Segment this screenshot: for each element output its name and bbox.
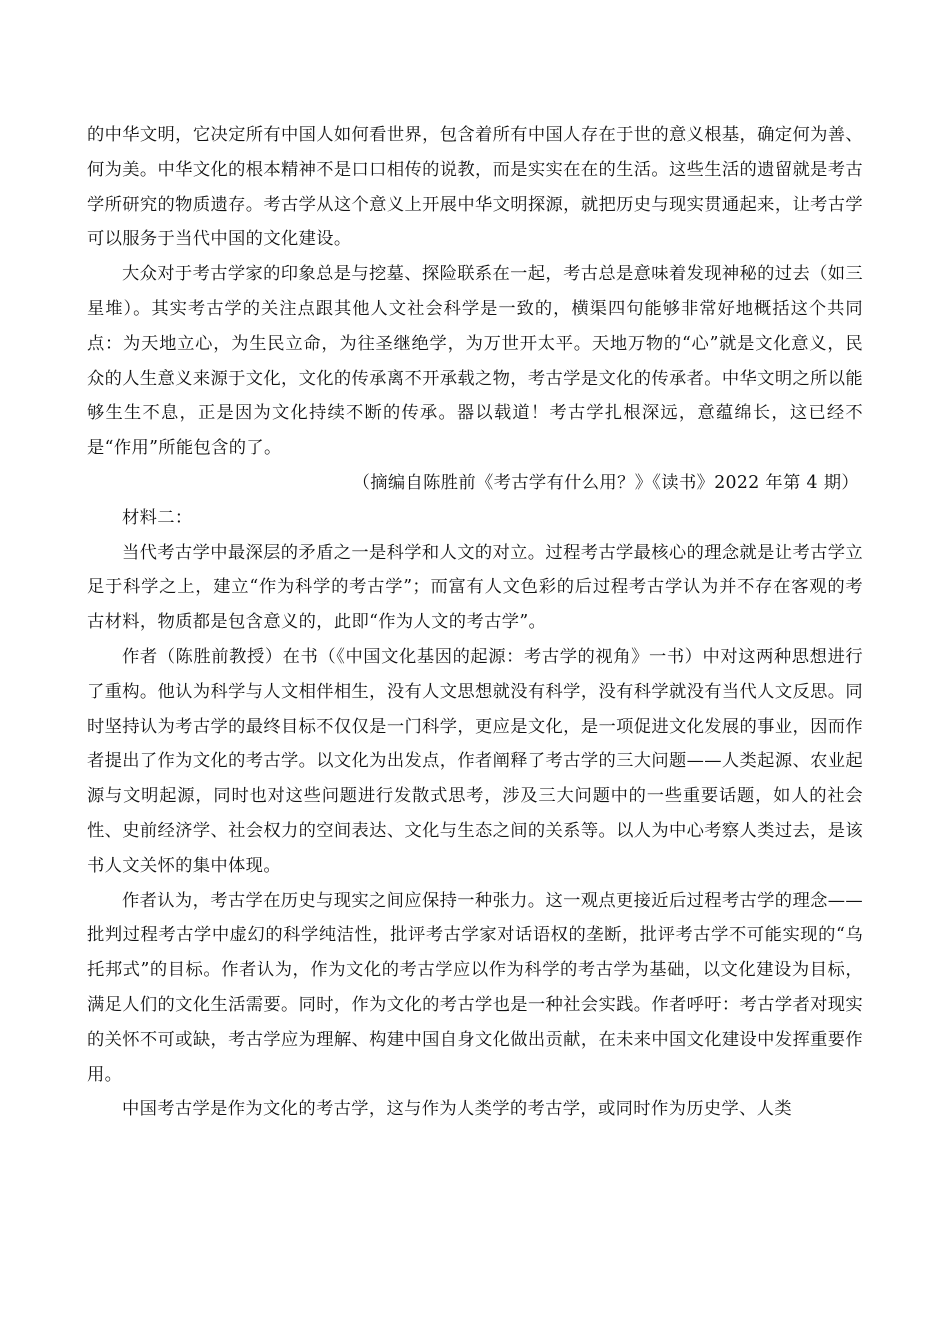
- paragraph-tension: 作者认为，考古学在历史与现实之间应保持一种张力。这一观点更接近后过程考古学的理念——批判过程考古学中虚幻的科学纯洁性，批评考古学家对话语权的垄断，批评考古学不可能实现的“乌托邦式”的目标。作者认为，作为文化的考古学应以作为科学的考古学为基础，以文化建设为目标，满足人们的文化生活需要。同时，作为文化的考古学也是一种社会实践。作者呼吁：考古学者对现实的关怀不可或缺，考古学应为理解、构建中国自身文化做出贡献，在未来中国文化建设中发挥重要作用。: [87, 890, 863, 1085]
- material-two-label: 材料二：: [122, 507, 193, 528]
- document-page: [87, 118, 863, 1127]
- paragraph-public-impression: 大众对于考古学家的印象总是与挖墓、探险联系在一起，考古总是意味着发现神秘的过去（如三星堆）。其实考古学的关注点跟其他人文社会科学是一致的，横渠四句能够非常好地概括这个共同点：为天地立心，为生民立命，为往圣继绝学，为万世开太平。天地万物的“心”就是文化意义，民众的人生意义来源于文化，文化的传承离不开承载之物，考古学是文化的传承者。中华文明之所以能够生生不息，正是因为文化持续不断的传承。器以载道！考古学扎根深远，意蕴绵长，这已经不是“作用”所能包含的了。: [87, 264, 863, 459]
- paragraph-continuation: 的中华文明，它决定所有中国人如何看世界，包含着所有中国人存在于世的意义根基，确定何为善、何为美。中华文化的根本精神不是口口相传的说教，而是实实在在的生活。这些生活的遗留就是考古学所研究的物质遗存。考古学从这个意义上开展中华文明探源，就把历史与现实贯通起来，让考古学可以服务于当代中国的文化建设。: [87, 125, 863, 250]
- paragraph-chinese-archaeology: 中国考古学是作为文化的考古学，这与作为人类学的考古学，或同时作为历史学、人类: [122, 1099, 792, 1120]
- source-citation: （摘编自陈胜前《考古学有什么用？》《读书》2022 年第 4 期）: [352, 472, 859, 493]
- paragraph-science-humanities: 当代考古学中最深层的矛盾之一是科学和人文的对立。过程考古学最核心的理念就是让考古学立足于科学之上，建立“作为科学的考古学”；而富有人文色彩的后过程考古学认为并不存在客观的考古材料，物质都是包含意义的，此即“作为人文的考古学”。: [87, 542, 863, 633]
- paragraph-author-reconstruction: 作者（陈胜前教授）在书（《中国文化基因的起源：考古学的视角》一书）中对这两种思想进行了重构。他认为科学与人文相伴相生，没有人文思想就没有科学，没有科学就没有当代人文反思。同时坚持认为考古学的最终目标不仅仅是一门科学，更应是文化，是一项促进文化发展的事业，因而作者提出了作为文化的考古学。以文化为出发点，作者阐释了考古学的三大问题——人类起源、农业起源与文明起源，同时也对这些问题进行发散式思考，涉及三大问题中的一些重要话题，如人的社会性、史前经济学、社会权力的空间表达、文化与生态之间的关系等。以人为中心考察人类过去，是该书人文关怀的集中体现。: [87, 646, 863, 876]
